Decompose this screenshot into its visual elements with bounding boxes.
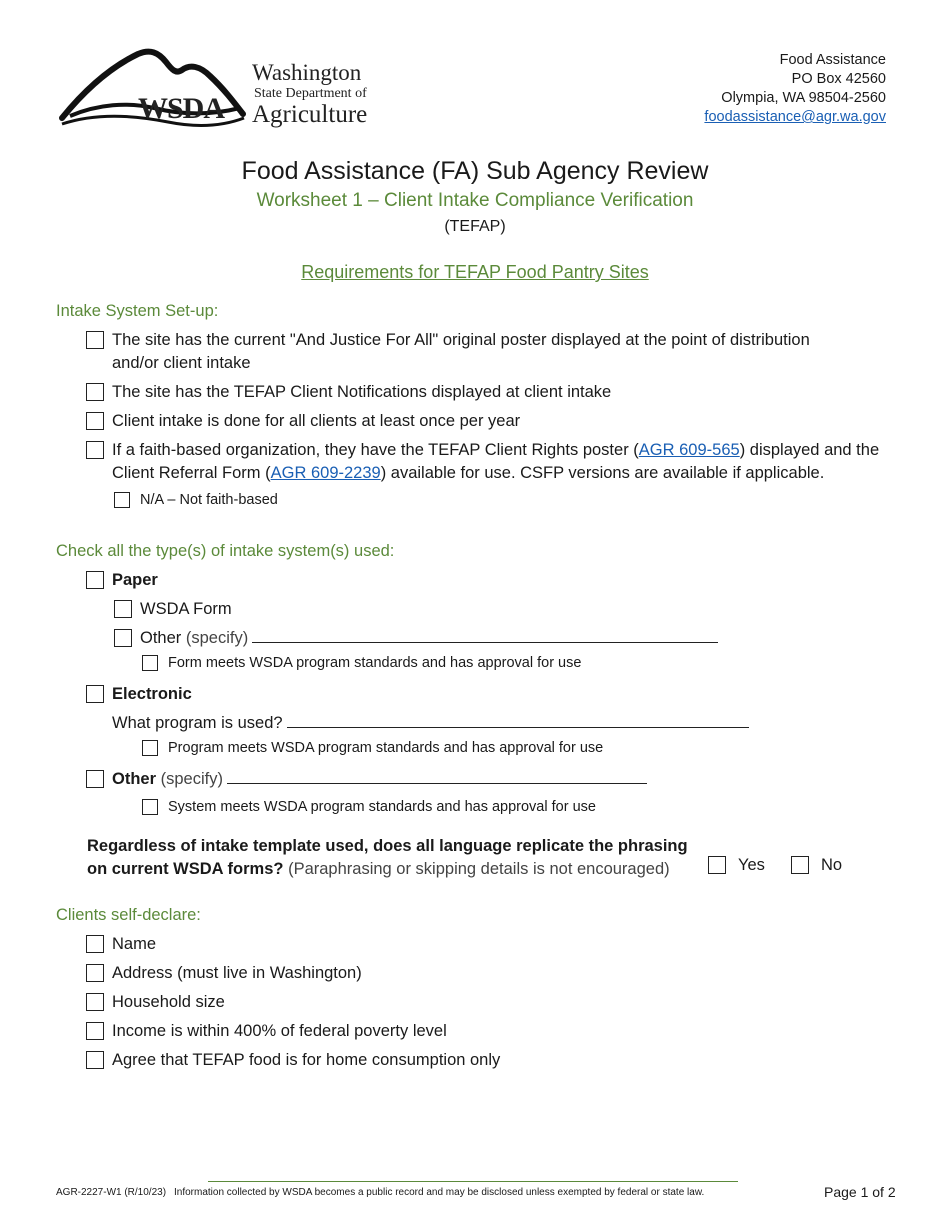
self-declare-name-label: Name	[112, 935, 157, 953]
checkbox-self-declare-address[interactable]	[86, 964, 104, 982]
checkbox-wsda-form[interactable]	[114, 600, 132, 618]
address-po-box: PO Box 42560	[791, 71, 886, 87]
checkbox-form-meets[interactable]	[142, 655, 158, 671]
logo-line3: Agriculture	[252, 101, 368, 128]
other-system-input[interactable]	[227, 769, 647, 784]
what-program-input[interactable]	[287, 713, 749, 728]
language-question-line2	[87, 858, 670, 881]
system-meets-label: System meets WSDA program standards and has approval for use	[168, 799, 596, 815]
faith-based-text-d: ) available for use. CSFP versions are available if applicable.	[380, 464, 825, 482]
intake-setup-heading: Intake System Set-up:	[56, 302, 219, 320]
electronic-label: Electronic	[112, 685, 192, 703]
address-city: Olympia, WA 98504-2560	[721, 90, 886, 106]
paper-other-label: Other	[140, 629, 182, 647]
other-system-specify: (specify)	[160, 770, 223, 788]
checkbox-other-system[interactable]	[86, 770, 104, 788]
checkbox-self-declare-home-consumption[interactable]	[86, 1051, 104, 1069]
checkbox-electronic[interactable]	[86, 685, 104, 703]
address-email-link[interactable]: foodassistance@agr.wa.gov	[704, 109, 886, 125]
checkbox-program-meets[interactable]	[142, 740, 158, 756]
self-declare-home-consumption-label: Agree that TEFAP food is for home consumption only	[112, 1051, 501, 1069]
no-label: No	[821, 856, 843, 874]
program-label: (TEFAP)	[444, 218, 506, 235]
checkbox-paper[interactable]	[86, 571, 104, 589]
checkbox-annual-intake[interactable]	[86, 412, 104, 430]
wsda-logo	[58, 46, 388, 136]
agr-609-2239-link[interactable]: AGR 609-2239	[270, 464, 381, 482]
footer-divider	[208, 1181, 738, 1182]
logo-line1: Washington	[252, 60, 362, 85]
justice-poster-label-2: and/or client intake	[112, 354, 251, 372]
language-question-bold: on current WSDA forms?	[87, 860, 284, 878]
annual-intake-label: Client intake is done for all clients at least once per year	[112, 412, 521, 430]
paper-label: Paper	[112, 571, 158, 589]
faith-based-label-2	[112, 462, 824, 485]
faith-based-text-a: If a faith-based organization, they have the TEFAP Client Rights poster (	[112, 441, 639, 459]
footer-notice: Information collected by WSDA becomes a public record and may be disclosed unless exempted by federal or state law.	[174, 1187, 705, 1198]
checkbox-na-faith[interactable]	[114, 492, 130, 508]
checkbox-system-meets[interactable]	[142, 799, 158, 815]
language-question-line1: Regardless of intake template used, does all language replicate the phrasing	[87, 837, 688, 855]
faith-based-text-b: ) displayed and the	[739, 441, 880, 459]
program-meets-label: Program meets WSDA program standards and has approval for use	[168, 740, 604, 756]
address-org: Food Assistance	[779, 52, 886, 68]
what-program-label: What program is used?	[112, 714, 283, 732]
other-system-label: Other	[112, 770, 157, 788]
self-declare-household-label: Household size	[112, 993, 225, 1011]
faith-based-text-c: Client Referral Form (	[112, 464, 271, 482]
checkbox-faith-based[interactable]	[86, 441, 104, 459]
logo-line2: State Department of	[254, 86, 367, 101]
intake-types-heading: Check all the type(s) of intake system(s) used:	[56, 542, 395, 560]
requirements-heading: Requirements for TEFAP Food Pantry Sites	[301, 262, 649, 282]
self-declare-income-label: Income is within 400% of federal poverty level	[112, 1022, 447, 1040]
faith-based-label-1	[112, 439, 879, 462]
language-question-note: (Paraphrasing or skipping details is not encouraged)	[288, 860, 670, 878]
paper-other-input[interactable]	[252, 628, 718, 643]
justice-poster-label-1: The site has the current "And Justice For All" original poster displayed at the point of distribution	[112, 331, 810, 349]
checkbox-paper-other[interactable]	[114, 629, 132, 647]
other-system-row	[112, 768, 647, 791]
checkbox-self-declare-household[interactable]	[86, 993, 104, 1011]
agr-609-565-link[interactable]: AGR 609-565	[638, 441, 740, 459]
form-meets-label: Form meets WSDA program standards and has approval for use	[168, 655, 582, 671]
checkbox-yes[interactable]	[708, 856, 726, 874]
self-declare-address-label: Address (must live in Washington)	[112, 964, 362, 982]
footer-page-number: Page 1 of 2	[824, 1184, 896, 1200]
checkbox-client-notifications[interactable]	[86, 383, 104, 401]
self-declare-heading: Clients self-declare:	[56, 906, 201, 924]
checkbox-justice-poster[interactable]	[86, 331, 104, 349]
paper-other-specify: (specify)	[185, 629, 249, 647]
yes-label: Yes	[738, 856, 765, 874]
page-title: Food Assistance (FA) Sub Agency Review	[241, 157, 709, 185]
na-faith-label: N/A – Not faith-based	[140, 492, 278, 508]
client-notifications-label: The site has the TEFAP Client Notifications displayed at client intake	[112, 383, 612, 401]
checkbox-self-declare-name[interactable]	[86, 935, 104, 953]
page-subtitle: Worksheet 1 – Client Intake Compliance Verification	[256, 190, 694, 211]
checkbox-self-declare-income[interactable]	[86, 1022, 104, 1040]
logo-abbrev: WSDA	[138, 92, 225, 125]
paper-other-row	[140, 627, 718, 650]
footer-form-id: AGR-2227-W1 (R/10/23)	[56, 1187, 167, 1198]
checkbox-no[interactable]	[791, 856, 809, 874]
wsda-form-label: WSDA Form	[140, 600, 232, 618]
what-program-row	[112, 712, 749, 735]
